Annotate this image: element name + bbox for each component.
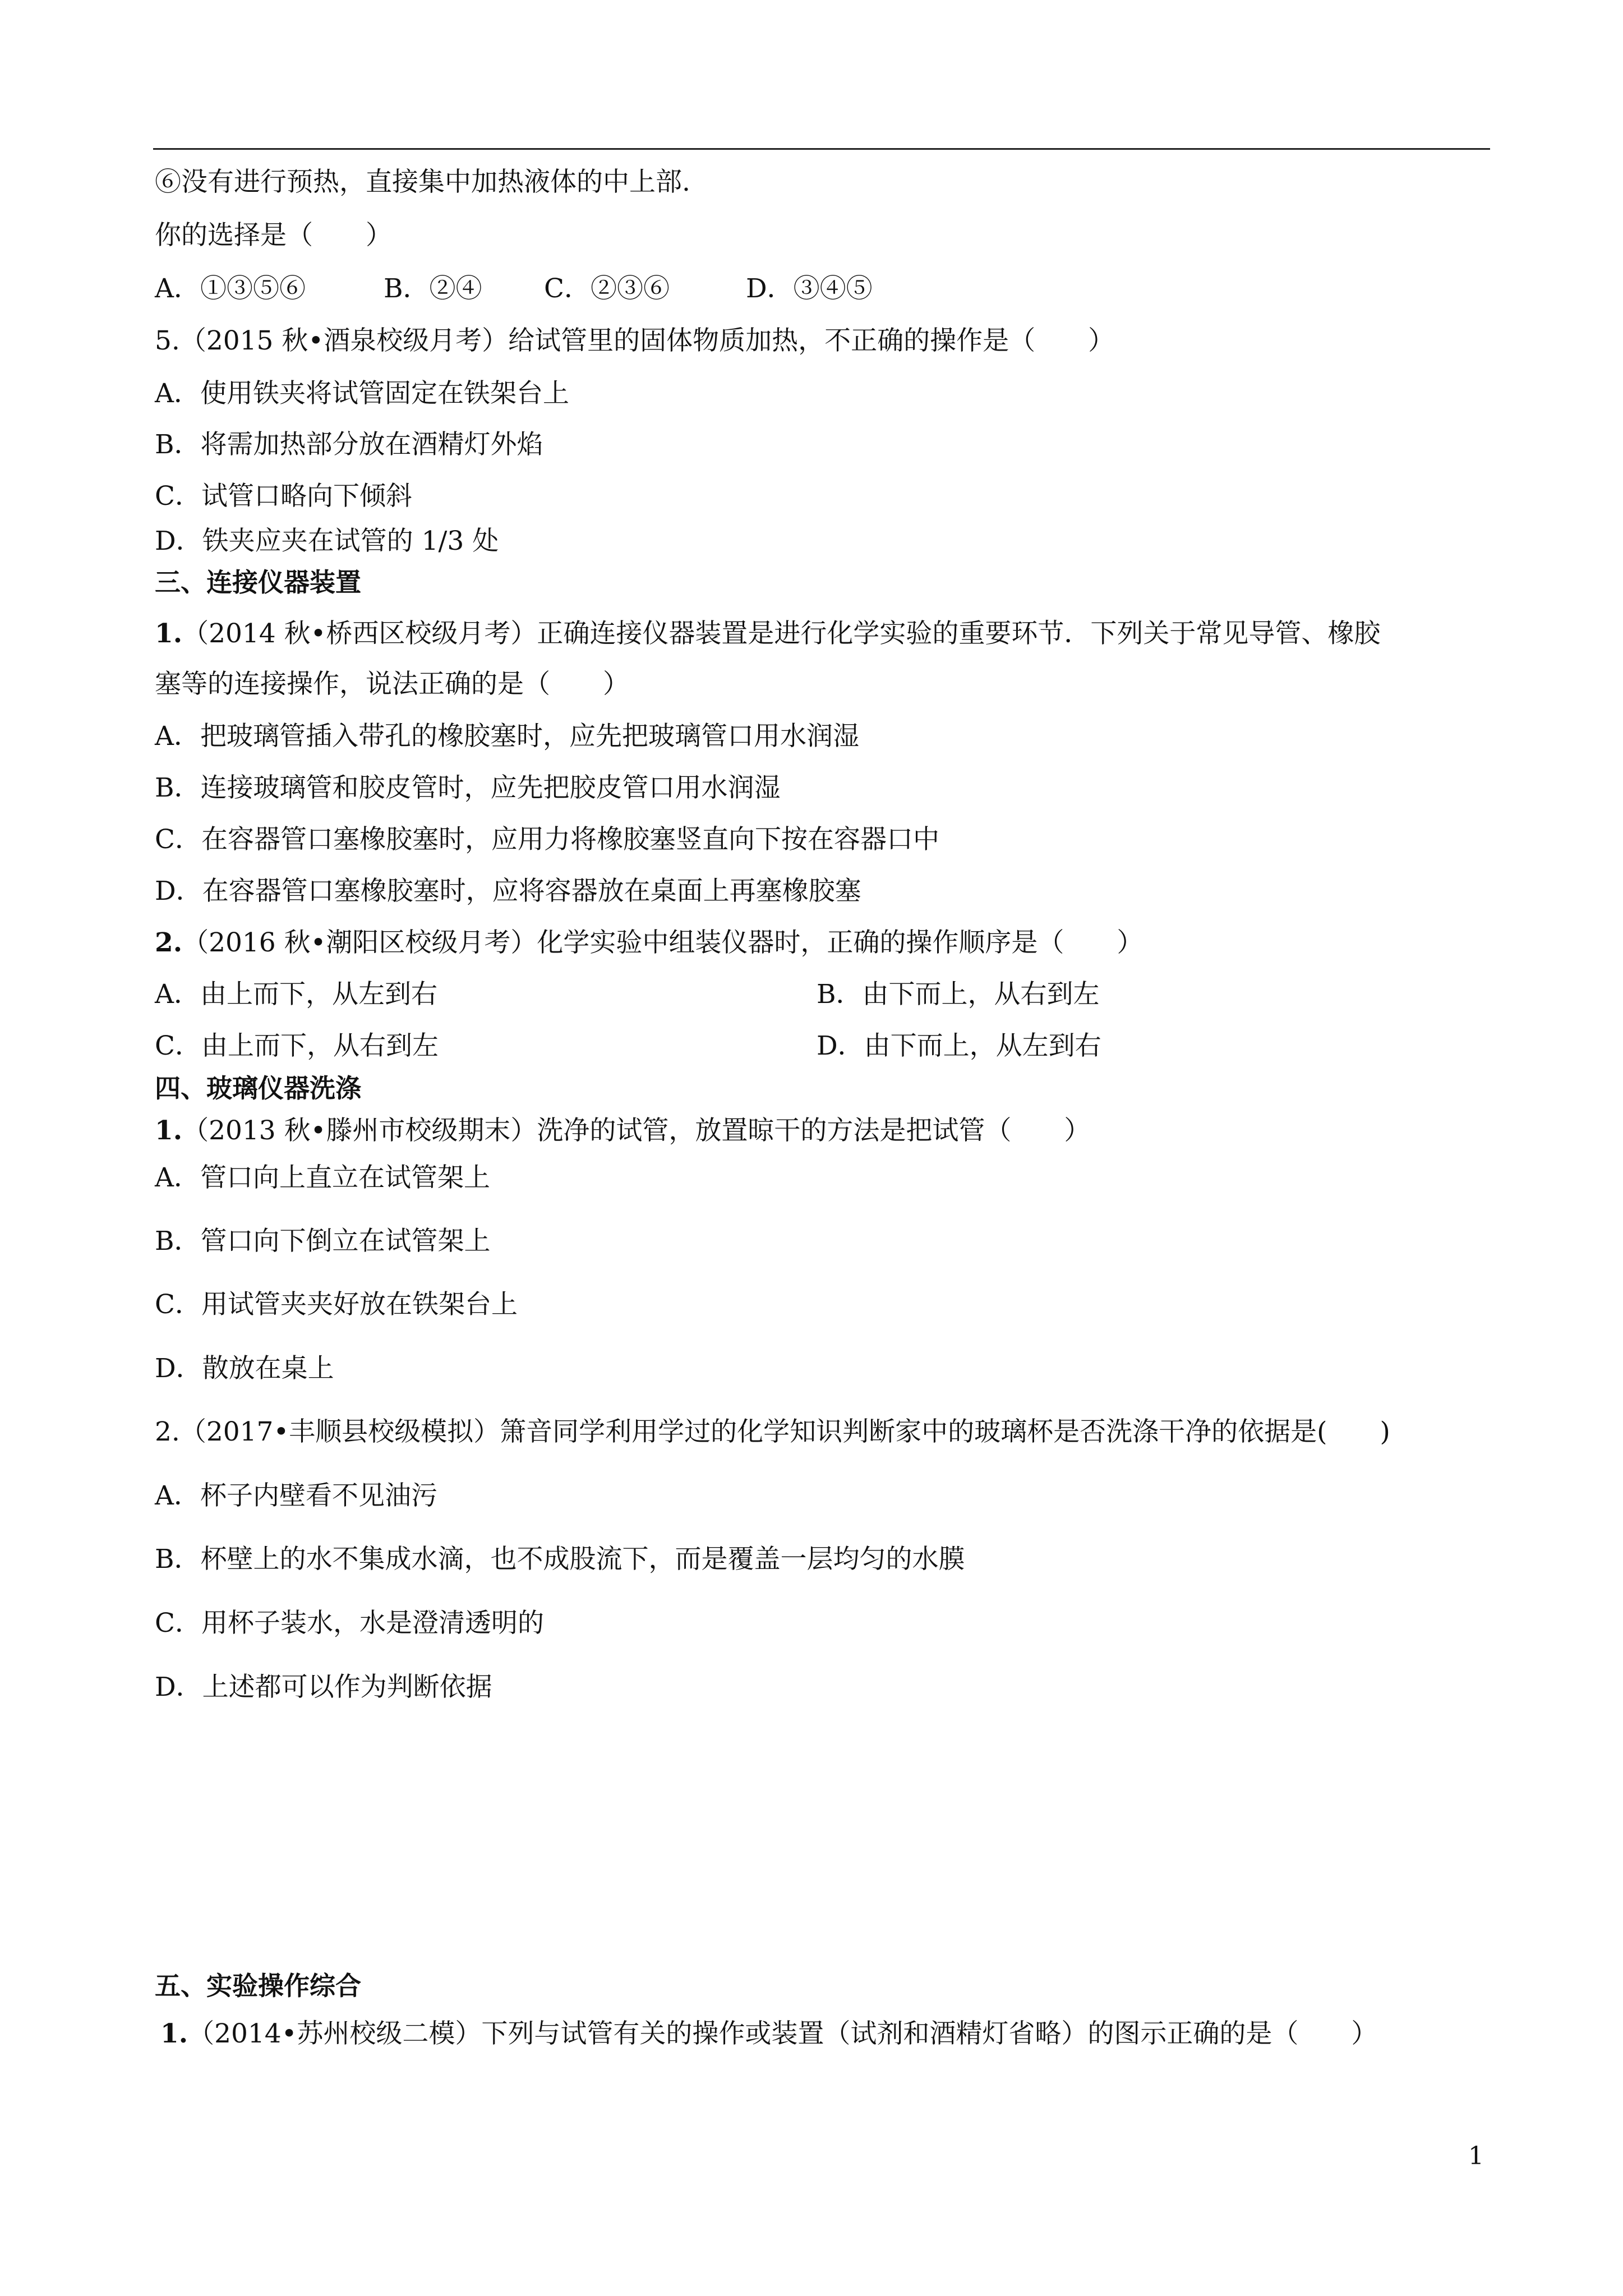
sec3-q1-option-b: B．连接玻璃管和胶皮管时，应先把胶皮管口用水润湿 (155, 772, 781, 803)
sec4-q1-line (155, 1114, 1090, 1148)
sec4-q2-option-a: A．杯子内壁看不见油污 (155, 1480, 437, 1511)
sec3-q2-line (155, 926, 1143, 960)
choice-b: B．②④ (384, 273, 482, 304)
sec4-q1-stem: （2013 秋•滕州市校级期末）洗净的试管，放置晾干的方法是把试管（ ） (182, 1115, 1091, 1146)
sec3-q2-number: 2. (155, 927, 183, 958)
sec4-q1-option-b: B．管口向下倒立在试管架上 (155, 1226, 491, 1257)
your-choice-prompt: 你的选择是（ ） (155, 220, 392, 251)
section-5-heading: 五、实验操作综合 (155, 1971, 361, 2001)
sec3-q1-option-a: A．把玻璃管插入带孔的橡胶塞时，应先把玻璃管口用水润湿 (155, 721, 859, 752)
sec3-q1-option-d: D．在容器管口塞橡胶塞时，应将容器放在桌面上再塞橡胶塞 (155, 876, 861, 907)
sec4-q1-option-a: A．管口向上直立在试管架上 (155, 1162, 490, 1193)
prev-question-item-6: ⑥没有进行预热，直接集中加热液体的中上部. (155, 167, 690, 197)
sec4-q2-option-c: C．用杯子装水，水是澄清透明的 (155, 1608, 544, 1639)
q5-option-c: C．试管口略向下倾斜 (155, 481, 412, 512)
q5-option-d: D．铁夹应夹在试管的 1/3 处 (155, 526, 499, 556)
sec5-q1-stem: （2014•苏州校级二模）下列与试管有关的操作或装置（试剂和酒精灯省略）的图示正确的是（ ） (188, 2018, 1378, 2049)
choice-a: A．①③⑤⑥ (155, 273, 306, 304)
q5-option-a: A．使用铁夹将试管固定在铁架台上 (155, 378, 569, 409)
sec3-q1-stem-line2: 塞等的连接操作，说法正确的是（ ） (155, 669, 629, 700)
choice-c: C．②③⑥ (544, 273, 670, 304)
sec4-q2-stem: 2.（2017•丰顺县校级模拟）箫音同学利用学过的化学知识判断家中的玻璃杯是否洗涤干净的依据是( ) (155, 1416, 1390, 1447)
q5-option-b: B．将需加热部分放在酒精灯外焰 (155, 429, 543, 460)
sec3-q2-option-c: C．由上而下，从右到左 (155, 1030, 439, 1061)
sec3-q2-option-b: B．由下而上，从右到左 (817, 979, 1100, 1010)
sec3-q2-stem: （2016 秋•潮阳区校级月考）化学实验中组装仪器时，正确的操作顺序是（ ） (182, 927, 1144, 958)
q5-stem: 5.（2015 秋•酒泉校级月考）给试管里的固体物质加热，不正确的操作是（ ） (155, 325, 1115, 356)
page-number: 1 (1468, 2142, 1484, 2170)
section-4-heading: 四、玻璃仪器洗涤 (155, 1073, 361, 1103)
sec3-q1-number: 1. (155, 618, 183, 649)
sec4-q2-option-b: B．杯壁上的水不集成水滴，也不成股流下，而是覆盖一层均匀的水膜 (155, 1544, 965, 1575)
sec5-q1-number: 1. (160, 2018, 188, 2049)
sec3-q1-line1 (155, 617, 1380, 651)
sec3-q1-option-c: C．在容器管口塞橡胶塞时，应用力将橡胶塞竖直向下按在容器口中 (155, 824, 939, 855)
sec3-q1-stem-line1: （2014 秋•桥西区校级月考）正确连接仪器装置是进行化学实验的重要环节．下列关于常见导管、橡胶 (182, 618, 1381, 649)
header-rule (153, 148, 1490, 150)
sec4-q1-option-d: D．散放在桌上 (155, 1353, 334, 1384)
choice-d: D．③④⑤ (746, 273, 873, 304)
sec5-q1-line (160, 2017, 1377, 2051)
sec4-q2-option-d: D．上述都可以作为判断依据 (155, 1672, 492, 1703)
sec4-q1-option-c: C．用试管夹夹好放在铁架台上 (155, 1289, 518, 1320)
sec4-q1-number: 1. (155, 1115, 183, 1146)
sec3-q2-option-a: A．由上而下，从左到右 (155, 979, 437, 1010)
section-3-heading: 三、连接仪器装置 (155, 567, 361, 597)
sec3-q2-option-d: D．由下而上，从左到右 (817, 1030, 1101, 1061)
